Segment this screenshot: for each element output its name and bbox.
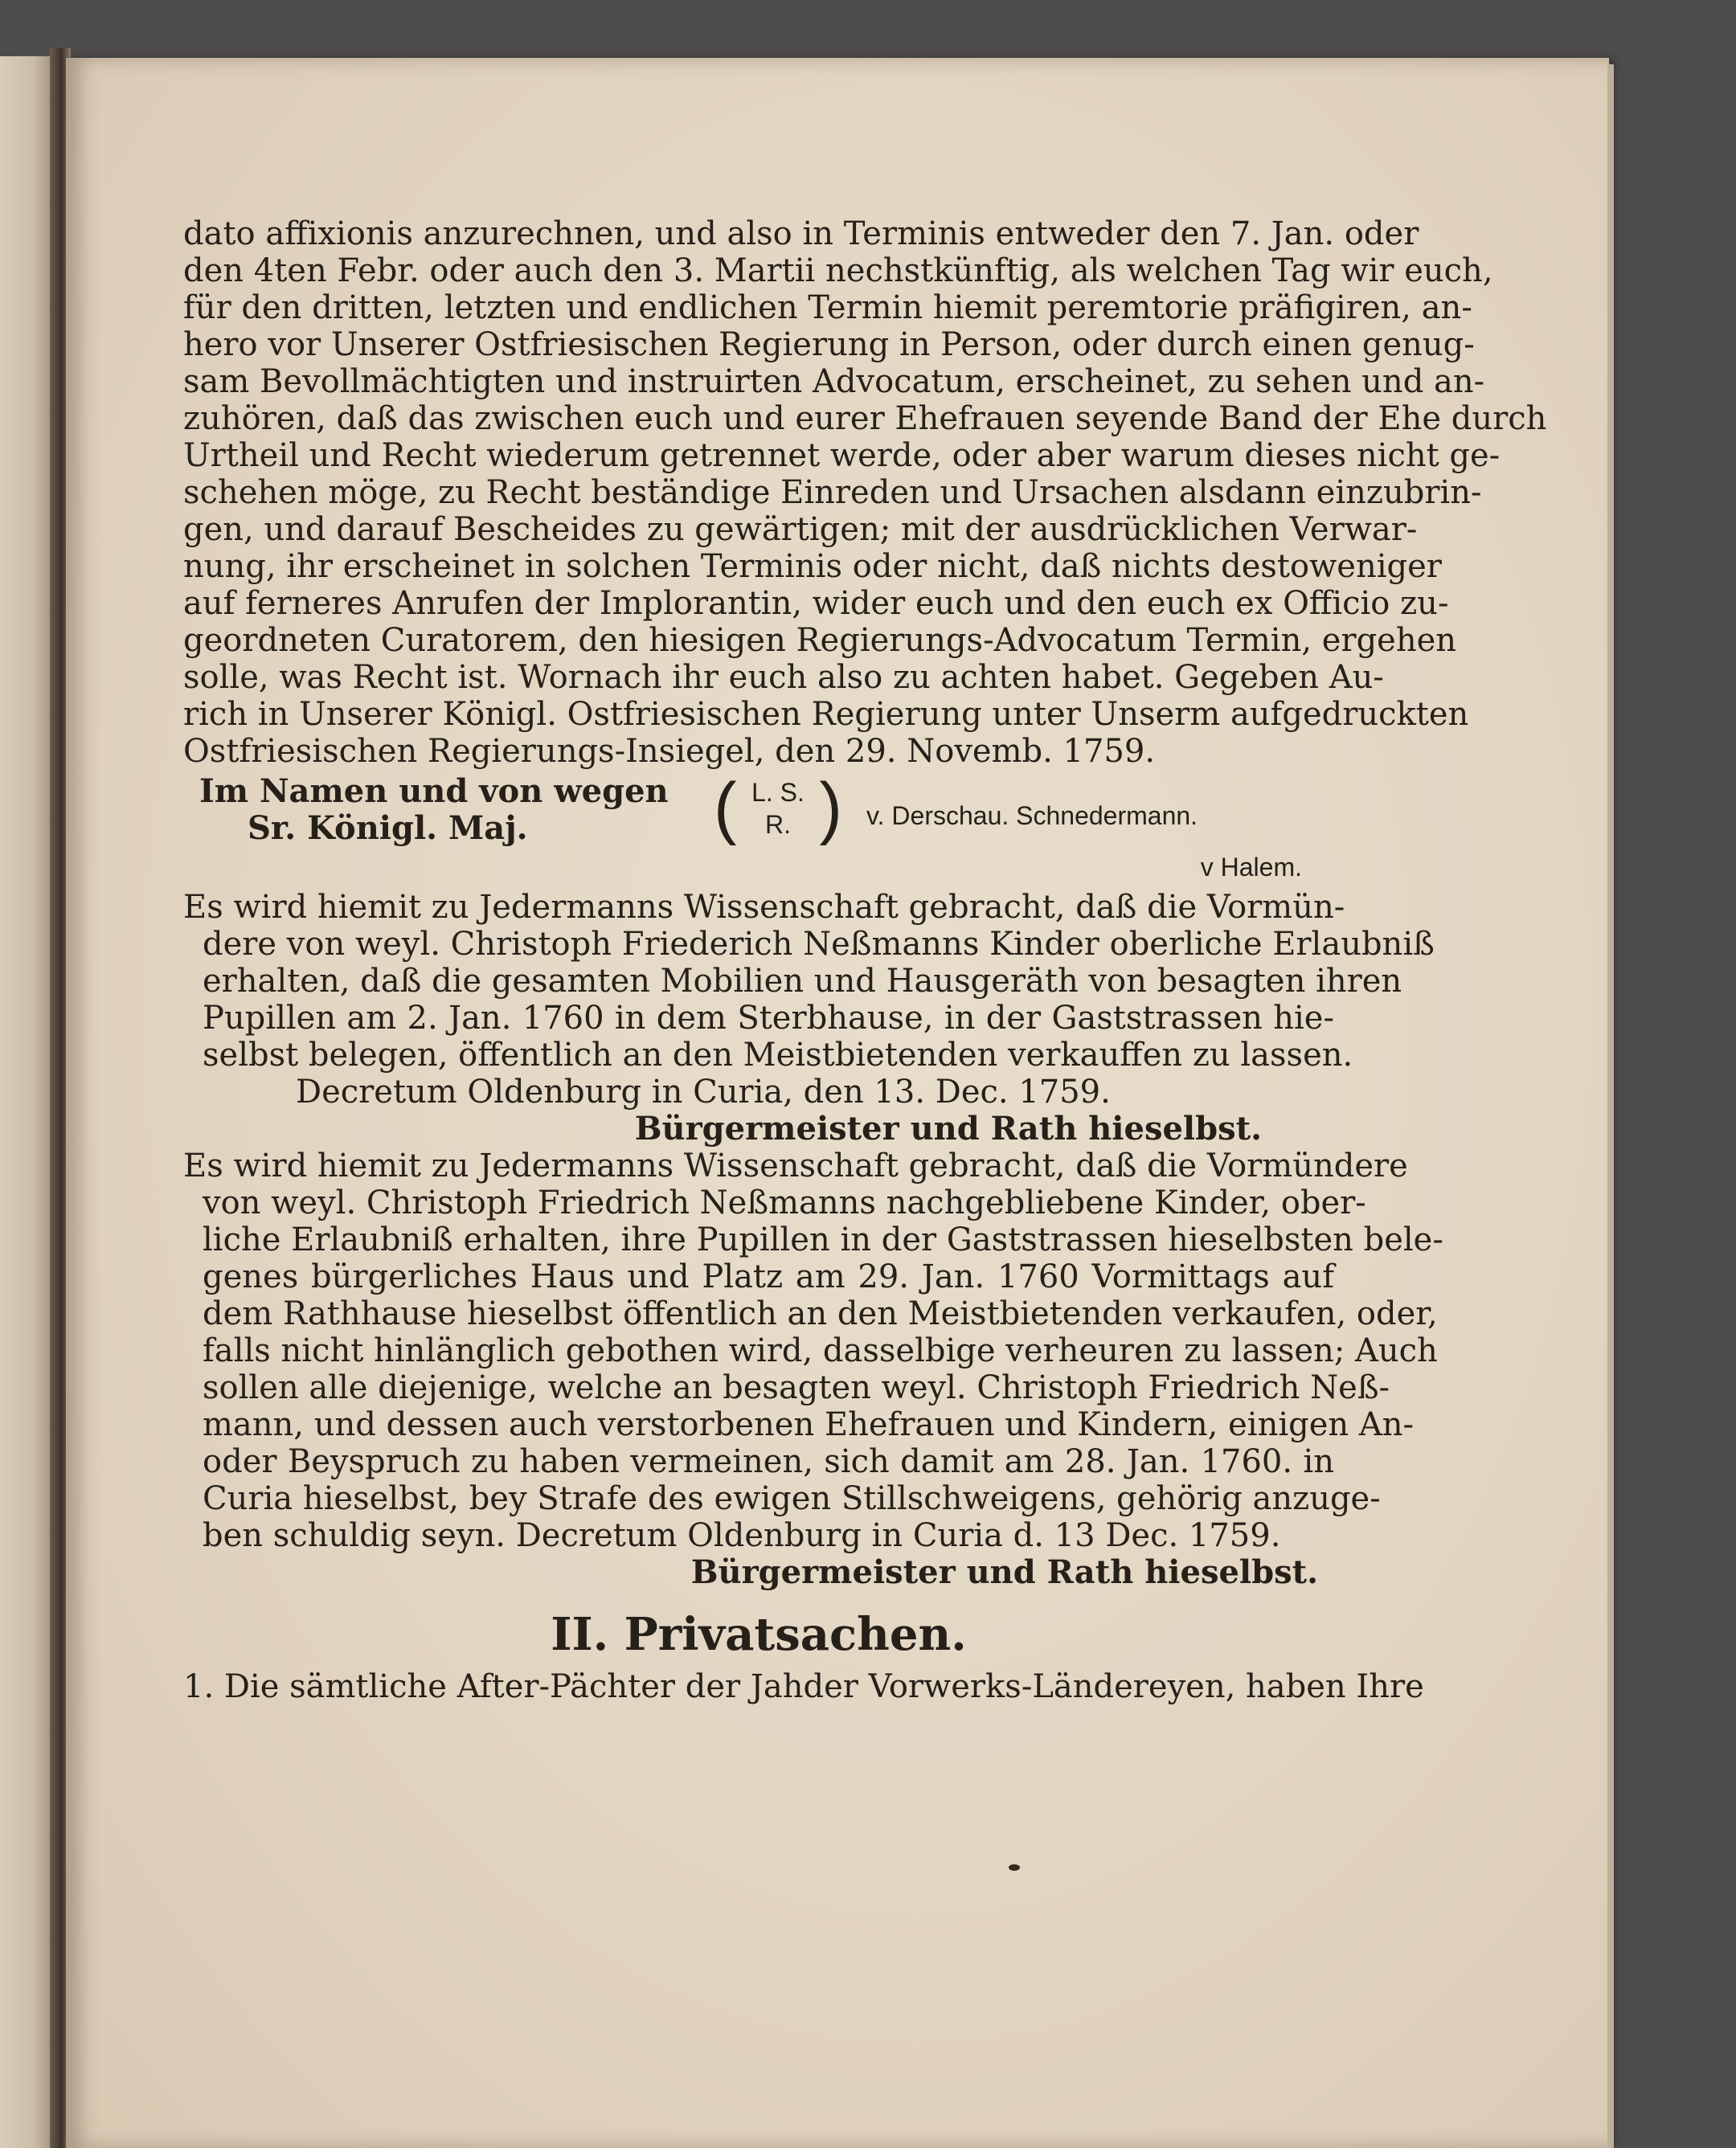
majesty-line: Sr. Königl. Maj. xyxy=(248,809,528,847)
text-line: rich in Unserer Königl. Ostfriesischen Regierung unter Unserm aufgedruckten xyxy=(183,696,1469,733)
catchword-mark xyxy=(1009,1864,1020,1871)
in-name-line: Im Namen und von wegen xyxy=(199,772,669,810)
text-line: Es wird hiemit zu Jedermanns Wissenschaft gebracht, daß die Vormündere xyxy=(183,1148,1408,1184)
section-heading: II. Privatsachen. xyxy=(551,1608,967,1661)
notice-paragraph-2 xyxy=(183,1148,1443,1554)
text-line: Ostfriesischen Regierungs-Insiegel, den 29. Novemb. 1759. xyxy=(183,733,1156,770)
text-line: schehen möge, zu Recht beständige Einreden und Ursachen alsdann einzubrin- xyxy=(183,474,1482,511)
text-line: solle, was Recht ist. Wornach ihr euch also zu achten habet. Gegeben Au- xyxy=(183,659,1384,696)
text-line: Es wird hiemit zu Jedermanns Wissenschaft gebracht, daß die Vormün- xyxy=(183,889,1345,926)
edict-signature xyxy=(183,769,1334,847)
text-line: auf ferneres Anrufen der Implorantin, wider euch und den euch ex Officio zu- xyxy=(183,585,1449,622)
notice-paragraph-1 xyxy=(183,889,1435,1074)
text-line: selbst belegen, öffentlich an den Meistbietenden verkauffen zu lassen. xyxy=(203,1037,1353,1074)
text-line: dato affixionis anzurechnen, und also in Terminis entweder den 7. Jan. oder xyxy=(183,215,1419,252)
official-signature-last: v Halem. xyxy=(1200,853,1302,882)
text-line: ben schuldig seyn. Decretum Oldenburg in Curia d. 13 Dec. 1759. xyxy=(203,1517,1281,1554)
edict-paragraph xyxy=(183,215,1547,770)
text-line: geordneten Curatorem, den hiesigen Regierungs-Advocatum Termin, ergehen xyxy=(183,622,1457,659)
seal-text-bottom: R. xyxy=(765,810,791,839)
text-line: sollen alle diejenige, welche an besagten weyl. Christoph Friedrich Neß- xyxy=(203,1369,1390,1406)
notice-1-signature: Bürgermeister und Rath hieselbst. xyxy=(634,1110,1262,1148)
text-line: zuhören, daß das zwischen euch und eurer Ehefrauen seyende Band der Ehe durch xyxy=(183,400,1547,437)
text-line: liche Erlaubniß erhalten, ihre Pupillen in der Gaststrassen hieselbsten bele- xyxy=(203,1221,1443,1258)
page-text xyxy=(183,215,1547,1705)
seal-mark xyxy=(714,769,842,846)
text-line: oder Beyspruch zu haben vermeinen, sich damit am 28. Jan. 1760. in xyxy=(203,1443,1334,1480)
text-line: nung, ihr erscheinet in solchen Terminis oder nicht, daß nichts destoweniger xyxy=(183,548,1442,585)
official-signatures: v. Derschau. Schnedermann. xyxy=(866,801,1198,830)
text-line: Urtheil und Recht wiederum getrennet werde, oder aber warum dieses nicht ge- xyxy=(183,437,1501,474)
notice-2-signature: Bürgermeister und Rath hieselbst. xyxy=(690,1553,1318,1591)
page-edge-shadow xyxy=(1607,64,1614,2148)
text-line: genes bürgerliches Haus und Platz am 29. Jan. 1760 Vormittags auf xyxy=(203,1258,1334,1295)
text-line: den 4ten Febr. oder auch den 3. Martii nechstkünftig, als welchen Tag wir euch, xyxy=(183,252,1493,289)
seal-text-top: L. S. xyxy=(751,778,805,807)
left-page-edge xyxy=(0,56,56,2148)
notice-1-decree: Decretum Oldenburg in Curia, den 13. Dec. 1759. xyxy=(296,1074,1111,1111)
text-line: dere von weyl. Christoph Friederich Neßmanns Kinder oberliche Erlaubniß xyxy=(203,926,1435,963)
text-line: falls nicht hinlänglich gebothen wird, dasselbige verheuren zu lassen; Auch xyxy=(203,1332,1438,1369)
text-line: Pupillen am 2. Jan. 1760 in dem Sterbhause, in der Gaststrassen hie- xyxy=(203,1000,1334,1037)
section-first-line: 1. Die sämtliche After-Pächter der Jahder Vorwerks-Ländereyen, haben Ihre xyxy=(183,1668,1424,1705)
text-line: Curia hieselbst, bey Strafe des ewigen Stillschweigens, gehörig anzuge- xyxy=(203,1480,1381,1517)
text-line: von weyl. Christoph Friedrich Neßmanns nachgebliebene Kinder, ober- xyxy=(203,1184,1366,1221)
text-line: für den dritten, letzten und endlichen Termin hiemit peremtorie präfigiren, an- xyxy=(183,289,1472,326)
text-line: sam Bevollmächtigten und instruirten Advocatum, erscheinet, zu sehen und an- xyxy=(183,363,1485,400)
seal-left-bracket: ( xyxy=(714,769,737,846)
text-line: erhalten, daß die gesamten Mobilien und Hausgeräth von besagten ihren xyxy=(203,963,1402,1000)
seal-right-bracket: ) xyxy=(819,769,842,846)
text-line: mann, und dessen auch verstorbenen Ehefrauen und Kindern, einigen An- xyxy=(203,1406,1415,1443)
in-name-of-majesty xyxy=(199,773,669,847)
text-line: hero vor Unserer Ostfriesischen Regierung in Person, oder durch einen genug- xyxy=(183,326,1475,363)
text-line: gen, und darauf Bescheides zu gewärtigen; mit der ausdrücklichen Verwar- xyxy=(183,511,1418,548)
text-line: dem Rathhause hieselbst öffentlich an den Meistbietenden verkaufen, oder, xyxy=(203,1295,1438,1332)
